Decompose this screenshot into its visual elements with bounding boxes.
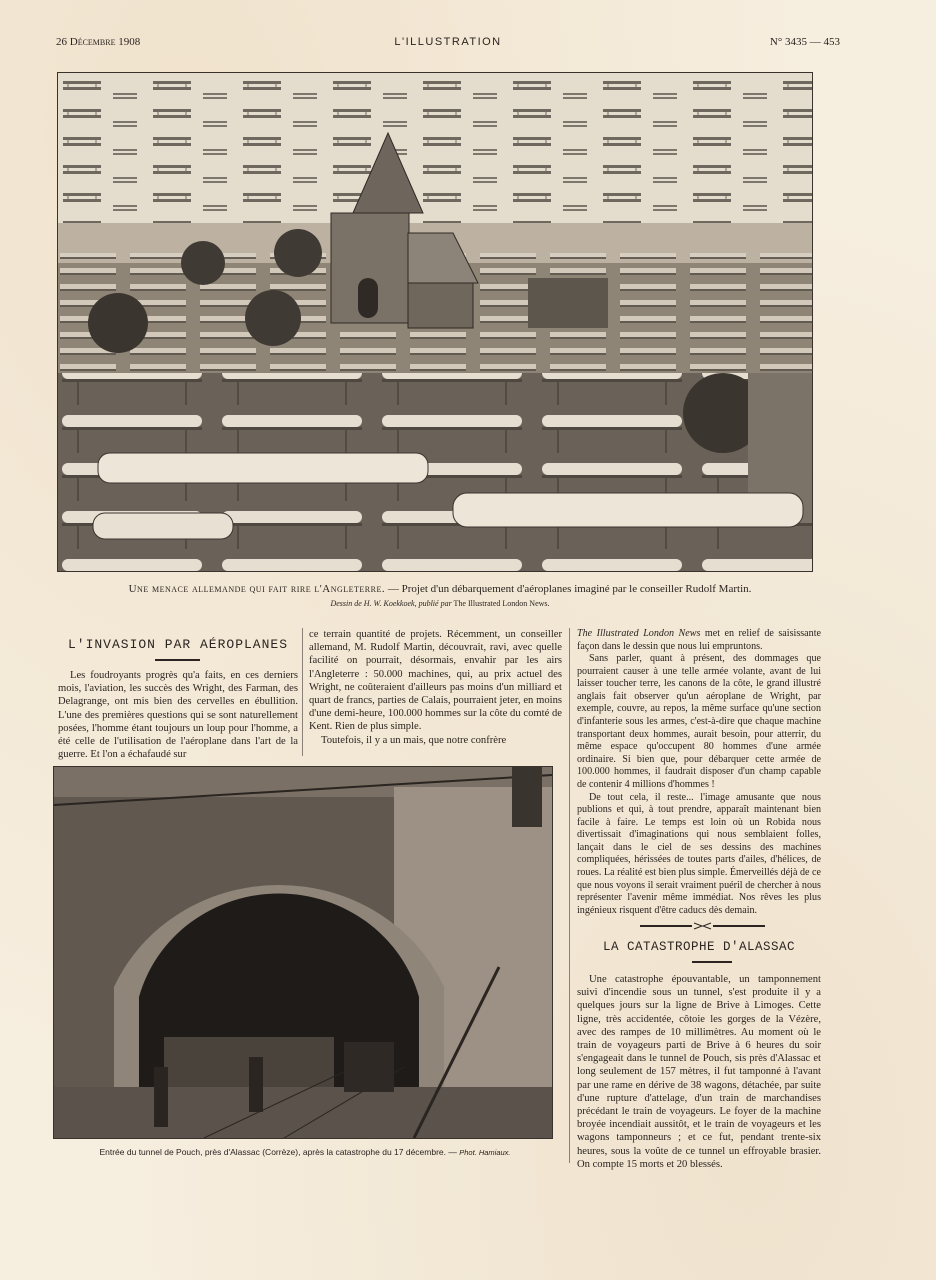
article-heading-alassac: LA CATASTROPHE D'ALASSAC bbox=[602, 940, 796, 954]
column-divider bbox=[302, 628, 303, 756]
article-column-3 bbox=[577, 628, 821, 917]
paragraph bbox=[577, 628, 821, 653]
photo-caption bbox=[55, 1147, 555, 1157]
issue-date: 26 Décembre 1908 bbox=[56, 36, 141, 48]
publication-title: L'ILLUSTRATION bbox=[394, 36, 502, 48]
article-column-1 bbox=[58, 669, 298, 761]
article-column-2 bbox=[309, 628, 562, 747]
caption-text: — Projet d'un débarquement d'aéroplanes imaginé par le conseiller Rudolf Martin. bbox=[385, 583, 752, 595]
page-header bbox=[56, 36, 840, 54]
illustration-drawing bbox=[58, 73, 812, 571]
article-heading-invasion: L'INVASION PAR AÉROPLANES bbox=[67, 637, 289, 652]
source-name: The Illustrated London News bbox=[577, 628, 701, 639]
aeroplane-invasion-illustration bbox=[57, 72, 813, 572]
illustration-caption bbox=[60, 583, 820, 595]
photo-image bbox=[54, 767, 552, 1138]
paragraph: Une catastrophe épouvantable, un tamponnement suivi d'incendie sous un tunnel, s'est produite il y a quelques jours sur la ligne de Brive à Limoges. Cette ligne, très accidentée, côtoie les gorges de la Vézère, avec des rampes de 10 millimètres. Au moment où le train de voyageurs parti de Brive à 6 heures du soir s'engageait dans le tunnel de Pouch, sis près d'Alassac et long seulement de 157 mètres, il fut tamponné à l'avant par une rame en dérive de 38 wagons, détachée, par suite d'une rupture d'attelage, d'un train de marchandises précédant le train de voyageurs. Le foyer de la machine broyée incendiait aussitôt, et le train de voyageurs et les wagons tamponneurs ; et ce fut, pendant trente-six heures, sous la voûte de ce tunnel un effroyable brasier. On compte 15 morts et 20 blessés. bbox=[577, 974, 821, 1170]
paragraph: ce terrain quantité de projets. Récemment, un conseiller allemand, M. Rudolf Martin, découvrait, ravi, avec quelle facilité on pourrait, désormais, envahir par les airs l'Angleterre : 50.000 machines, qui, au prix actuel des Wright, ne coûteraient d'ailleurs pas moins d'un milliard et quart de francs, parties de Calais, pourraient jeter, en moins d'une demi-heure, 100.000 hommes sur la côte du comté de Kent. Rien de plus simple. bbox=[309, 629, 562, 733]
paragraph: De tout cela, il reste... l'image amusante que nous publions et qui, à tout prendre, apparaît maintenant bien facile à faire. Le temps est loin où un Robida nous divertissait d'imaginations qui nous semblaient folles, lançait dans le ciel de ses dessins des machines compliquées, hérissées de toutes parts d'ailes, d'hélices, de roues. La réalité est bien plus simple. Émerveillés déjà de ce que nous voyons il serait vraiment puéril de chercher à nous représenter l'avenir même immédiat. Nos rêves les plus ingénieux risquent d'être caducs dès demain. bbox=[577, 791, 821, 916]
heading-rule bbox=[692, 961, 732, 963]
credit-source: The Illustrated London News. bbox=[451, 599, 550, 608]
issue-page-number: N° 3435 — 453 bbox=[769, 36, 840, 48]
section-separator-ornament bbox=[640, 922, 765, 930]
paragraph-text: met en relief de saisissante façon dans le dessin que nous lui empruntons. bbox=[577, 628, 821, 652]
tunnel-photograph bbox=[53, 766, 553, 1139]
photo-caption-text: Entrée du tunnel de Pouch, près d'Alassac (Corrèze), après la catastrophe du 17 décembre. — bbox=[99, 1147, 460, 1157]
credit-artist: Dessin de H. W. Koekkoek, publié par bbox=[330, 599, 452, 608]
paragraph: Toutefois, il y a un mais, que notre confrère bbox=[321, 734, 507, 746]
illustration-credit bbox=[60, 599, 820, 608]
photo-credit: Phot. Hamiaux. bbox=[459, 1148, 511, 1157]
caption-title: Une menace allemande qui fait rire l'Angleterre. bbox=[128, 583, 386, 595]
paragraph: Sans parler, quant à présent, des dommages que pourraient causer à une telle armée volante, avant de lui laisser toucher terre, les canons de la côte, le grand illustré anglais fait observer qu'un aéroplane de Wright, par exemple, couvre, au repos, la même surface qu'une section d'infanterie sous les armes, c'est-à-dire que chaque machine transportant deux hommes, aurait besoin, pour atterrir, du même espace qu'occupent 80 hommes d'une armée ordinaire. Si bien que, pour débarquer cette armée de 100.000 hommes, il faudrait disposer d'un champ capable de contenir 4 millions d'hommes ! bbox=[577, 653, 821, 790]
paragraph: Les foudroyants progrès qu'a faits, en ces derniers mois, l'aviation, les succès des Wright, des Farman, des Delagrange, ont mis bien des cervelles en ébullition. L'une des premières questions qui se sont naturellement posées, l'homme étant toujours un loup pour l'homme, a été celle de l'utilisation de l'aéroplane dans l'art de la guerre. Et l'on a échafaudé sur bbox=[58, 670, 298, 761]
column-divider bbox=[569, 628, 570, 1163]
heading-rule bbox=[155, 659, 200, 661]
article-alassac-body bbox=[577, 973, 821, 1171]
